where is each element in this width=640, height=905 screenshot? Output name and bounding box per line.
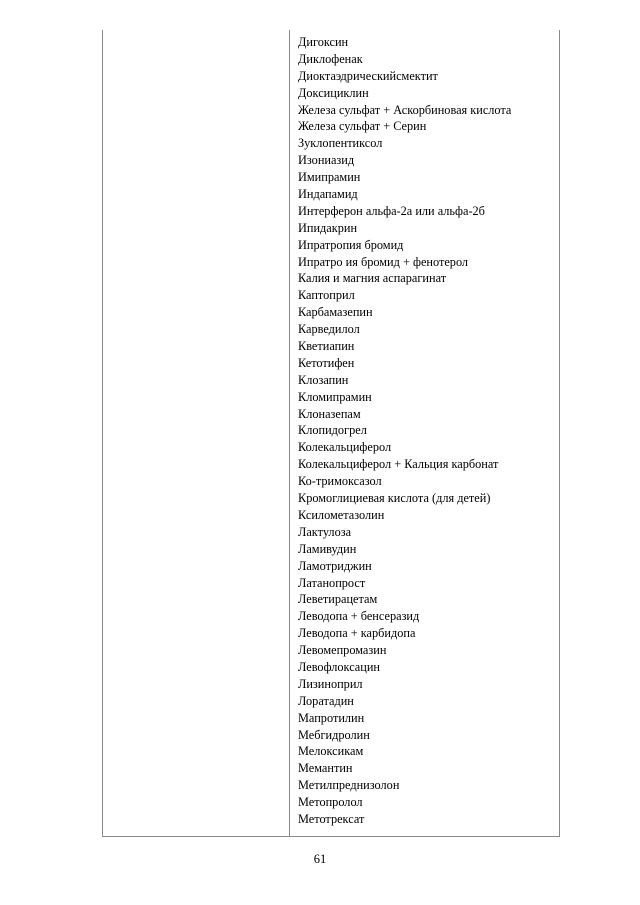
drug-list-item: Ламивудин xyxy=(298,541,357,556)
drug-list-item: Кветиапин xyxy=(298,339,355,354)
drug-list-item: Клоназепам xyxy=(298,406,361,421)
drug-list-item: Лоратадин xyxy=(298,693,354,708)
drug-list-item: Кетотифен xyxy=(298,355,355,370)
drug-list-item: Кломипрамин xyxy=(298,389,372,404)
drug-list-item: Диклофенак xyxy=(298,51,363,66)
drug-list-item: Мебгидролин xyxy=(298,727,370,742)
drug-list-item: Имипрамин xyxy=(298,170,361,185)
drug-list-item: Ипратро ия бромид + фенотерол xyxy=(298,254,469,269)
drug-list-item: Леводопа + бенсеразид xyxy=(298,609,420,624)
drug-list-item: Зуклопентиксол xyxy=(298,136,383,151)
drug-list-item: Карбамазепин xyxy=(298,305,373,320)
drug-list-item: Калия и магния аспарагинат xyxy=(298,271,447,286)
drug-list-item: Изониазид xyxy=(298,153,355,168)
drug-list-item: Ипидакрин xyxy=(298,220,358,235)
drug-list-item: Левофлоксацин xyxy=(298,659,381,674)
page-number: 61 xyxy=(313,852,327,866)
drug-list-item: Латанопрост xyxy=(298,575,366,590)
drug-list-item: Интерферон альфа-2а или альфа-2б xyxy=(298,203,485,218)
drug-list-item: Ипратропия бромид xyxy=(298,237,404,252)
drug-list-item: Леводопа + карбидопа xyxy=(298,626,416,641)
drug-list-item: Ксилометазолин xyxy=(298,507,385,522)
table-border-bottom xyxy=(102,836,560,837)
drug-list xyxy=(298,34,511,828)
table-column-divider xyxy=(289,30,290,837)
drug-list-item: Метилпреднизолон xyxy=(298,778,400,793)
drug-list-item: Леветирацетам xyxy=(298,592,378,607)
drug-list-item: Карведилол xyxy=(298,322,360,337)
drug-list-item: Ко-тримоксазол xyxy=(298,474,382,489)
drug-list-item: Ламотриджин xyxy=(298,558,372,573)
drug-list-item: Клозапин xyxy=(298,372,349,387)
drug-list-item: Левомепромазин xyxy=(298,643,387,658)
drug-list-item: Колекальциферол + Кальция карбонат xyxy=(298,457,499,472)
drug-list-item: Мемантин xyxy=(298,761,353,776)
table-border-left xyxy=(102,30,103,837)
drug-list-item: Лактулоза xyxy=(298,524,352,539)
drug-list-item: Железа сульфат + Серин xyxy=(298,119,427,134)
drug-table xyxy=(102,30,560,837)
drug-list-item: Лизиноприл xyxy=(298,676,363,691)
table-border-right xyxy=(559,30,560,837)
drug-list-item: Колекальциферол xyxy=(298,440,392,455)
drug-list-item: Каптоприл xyxy=(298,288,355,303)
drug-list-item: Железа сульфат + Аскорбиновая кислота xyxy=(298,102,512,117)
drug-list-item: Доксициклин xyxy=(298,85,369,100)
drug-list-item: Дигоксин xyxy=(298,35,349,49)
drug-list-item: Диоктаэдрическийсмектит xyxy=(298,68,438,83)
drug-list-item: Метопролол xyxy=(298,795,363,810)
drug-list-item: Метотрексат xyxy=(298,811,365,826)
drug-list-item: Индапамид xyxy=(298,187,358,202)
drug-list-item: Мелоксикам xyxy=(298,744,364,759)
drug-list-item: Кромоглициевая кислота (для детей) xyxy=(298,491,491,506)
drug-list-item: Мапротилин xyxy=(298,710,365,725)
drug-list-item: Клопидогрел xyxy=(298,423,367,438)
